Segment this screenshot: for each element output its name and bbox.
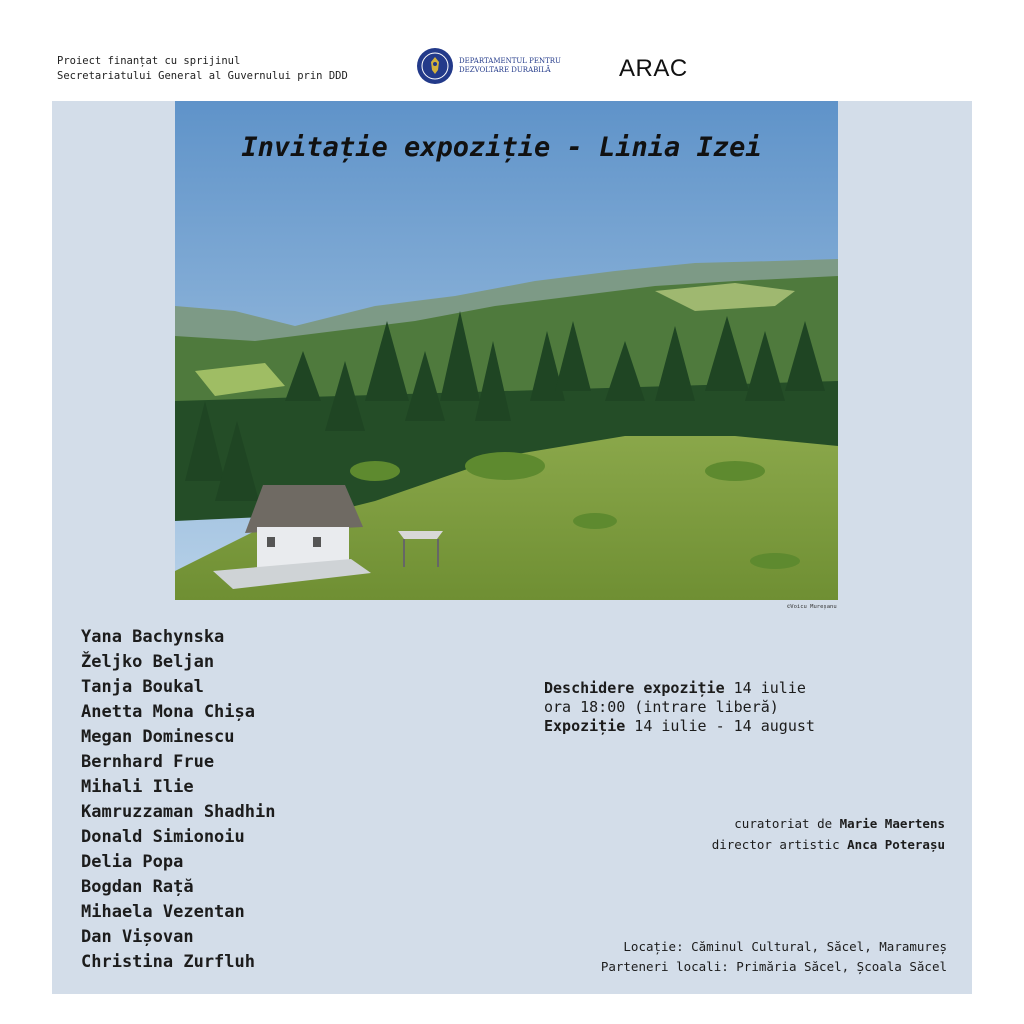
arac-logo: ARAC xyxy=(619,55,688,82)
list-item: Anetta Mona Chișa xyxy=(81,702,255,722)
list-item: Bernhard Frue xyxy=(81,752,215,772)
list-item: Željko Beljan xyxy=(81,652,215,672)
opening-date: 14 iulie xyxy=(724,679,806,697)
list-item: Donald Simionoiu xyxy=(81,827,245,847)
funding-line-2: Secretariatului General al Guvernului prin DDD xyxy=(57,70,348,82)
government-logo-text xyxy=(459,57,561,75)
exhibition-label: Expoziție xyxy=(544,717,626,735)
government-seal-icon xyxy=(417,48,453,84)
photo-credit: ©Voicu Mureșanu xyxy=(787,604,837,610)
artist-list xyxy=(81,625,275,975)
list-item: Mihali Ilie xyxy=(81,777,194,797)
page-title: Invitație expoziție - Linia Izei xyxy=(241,132,762,163)
opening-time: ora 18:00 (intrare liberă) xyxy=(544,698,779,716)
location-info xyxy=(601,937,947,977)
list-item: Tanja Boukal xyxy=(81,677,204,697)
list-item: Dan Vișovan xyxy=(81,927,194,947)
list-item: Christina Zurfluh xyxy=(81,952,255,972)
opening-label: Deschidere expoziție xyxy=(544,679,725,697)
government-logo-line-1: DEPARTAMENTUL PENTRU xyxy=(459,57,561,65)
exhibition-period: 14 iulie - 14 august xyxy=(625,717,815,735)
government-logo-line-2: DEZVOLTARE DURABILĂ xyxy=(459,66,551,74)
landscape-photo xyxy=(175,101,838,600)
director-prefix: director artistic xyxy=(711,837,848,852)
list-item: Megan Dominescu xyxy=(81,727,235,747)
funding-line-1: Proiect finanțat cu sprijinul xyxy=(57,55,241,67)
list-item: Kamruzzaman Shadhin xyxy=(81,802,276,822)
list-item: Bogdan Rață xyxy=(81,877,194,897)
exhibition-line xyxy=(544,717,815,736)
list-item: Mihaela Vezentan xyxy=(81,902,245,922)
government-logo xyxy=(417,48,561,84)
curator-name: Marie Maertens xyxy=(839,816,945,831)
exhibition-dates xyxy=(544,679,815,736)
list-item: Yana Bachynska xyxy=(81,627,225,647)
curator-info xyxy=(712,813,945,855)
funding-note xyxy=(57,54,348,84)
curator-prefix: curatoriat de xyxy=(734,816,840,831)
director-line xyxy=(712,834,945,855)
venue: Locație: Căminul Cultural, Săcel, Maramureș xyxy=(623,939,947,954)
local-partners: Parteneri locali: Primăria Săcel, Școala Săcel xyxy=(600,959,947,974)
list-item: Delia Popa xyxy=(81,852,184,872)
curator-line xyxy=(712,813,945,834)
director-name: Anca Poterașu xyxy=(847,837,945,852)
opening-line xyxy=(544,679,815,698)
